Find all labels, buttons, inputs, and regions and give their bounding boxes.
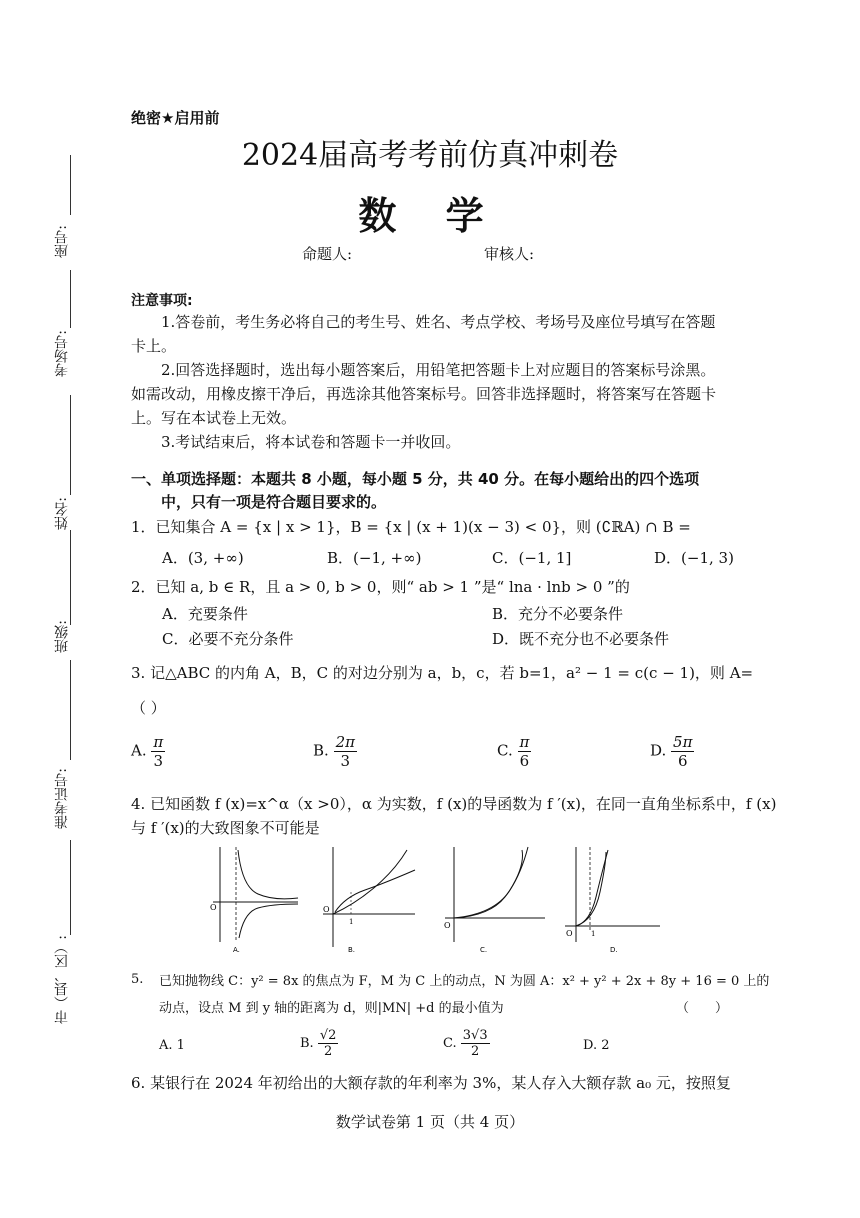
question-5-line1: 已知抛物线 C：y² = 8x 的焦点为 F，M 为 C 上的动点，N 为圆 A：x² + y² + 2x + 8y + 16 = 0 上的	[159, 974, 770, 989]
q5-option-a: A. 1	[159, 1038, 185, 1053]
name-label: 姓名:	[54, 497, 70, 530]
q1-option-c: C．(−1, 1]	[492, 549, 572, 567]
q2-option-c: C．必要不充分条件	[162, 630, 294, 648]
q5-option-d: D. 2	[583, 1038, 610, 1053]
svg-text:O: O	[444, 921, 451, 930]
question-3-stem: 3. 记△ABC 的内角 A，B，C 的对边分别为 a，b，c，若 b=1，a² − 1 = c(c − 1)，则 A=	[131, 664, 754, 682]
question-2-stem: 2．已知 a, b ∈ R，且 a > 0, b > 0，则“ ab > 1 ”是“ lna · lnb > 0 ”的	[131, 578, 630, 596]
note-item: 2.回答选择题时，选出每小题答案后，用铅笔把答题卡上对应题目的答案标号涂黑。如需改动，用橡皮擦干净后，再选涂其他答案标号。回答非选择题时，将答案写在答题卡上。写在本试卷上无效。	[131, 361, 717, 427]
svg-text:1: 1	[349, 918, 354, 926]
sidebar-line	[70, 840, 71, 935]
question-4-line1: 4. 已知函数 f (x)=x^α（x >0），α 为实数，f (x)的导函数为 f ′(x)，在同一直角坐标系中，f (x)	[131, 795, 777, 813]
q2-option-b: B．充分不必要条件	[492, 605, 624, 623]
q3-option-b: B. $\frac{2\pi}{3}$	[313, 733, 355, 770]
q2-option-a: A．充要条件	[162, 605, 248, 623]
svg-text:O: O	[323, 905, 330, 914]
question-4-line2: 与 f ′(x)的大致图象不可能是	[131, 819, 320, 837]
q1-option-a: A．(3, +∞)	[162, 549, 244, 567]
confidential-mark: 绝密★启用前	[131, 109, 220, 127]
exam-id-label: 准考证号:	[54, 768, 70, 829]
graph-label-c: C.	[480, 946, 488, 954]
notes-heading: 注意事项:	[131, 293, 193, 309]
q1-option-b: B．(−1, +∞)	[327, 549, 422, 567]
q5-option-b: B. $\frac{√2}{2}$	[300, 1028, 337, 1059]
q1-option-d: D．(−1, 3)	[654, 549, 734, 567]
q3-answer-blank: （ ）	[131, 699, 166, 717]
exam-room-label: 考场号:	[54, 330, 70, 377]
svg-text:O: O	[566, 929, 573, 938]
exam-title: 2024届高考考前仿真冲刺卷	[241, 138, 619, 173]
page-footer: 数学试卷第 1 页（共 4 页）	[335, 1113, 525, 1131]
graph-d	[560, 842, 670, 954]
graph-label-a: A.	[233, 946, 240, 954]
sidebar-line	[70, 660, 71, 760]
seat-label: 座号:	[54, 225, 70, 258]
section-heading: 一、单项选择题：本题共 8 小题，每小题 5 分，共 40 分。在每小题给出的四个选项	[131, 470, 700, 488]
author-label: 命题人:	[302, 245, 353, 263]
sidebar-line	[70, 270, 71, 328]
q5-option-c: C. $\frac{3√3}{2}$	[443, 1028, 488, 1059]
question-5-line2: 动点，设点 M 到 y 轴的距离为 d，则|MN| +d 的最小值为	[159, 1001, 504, 1016]
graph-c	[440, 842, 550, 954]
graph-label-b: B.	[348, 946, 356, 954]
sidebar-line	[70, 530, 71, 625]
graph-b	[315, 842, 425, 954]
section-heading-cont: 中，只有一项是符合题目要求的。	[161, 493, 387, 511]
q3-option-a: A. $\frac{\pi}{3}$	[131, 733, 164, 770]
q3-option-d: D. $\frac{5\pi}{6}$	[650, 733, 693, 770]
graph-label-d: D.	[610, 946, 618, 954]
note-item: 3.考试结束后，将本试卷和答题卡一并收回。	[161, 433, 461, 451]
question-1-stem: 1．已知集合 A = {x | x > 1}，B = {x | (x + 1)(x − 3) < 0}，则 (∁ℝA) ∩ B =	[131, 518, 691, 536]
district-label: 市（县、区）:	[54, 935, 70, 1024]
svg-text:1: 1	[591, 930, 596, 938]
svg-text:O: O	[210, 903, 217, 912]
q5-answer-blank: （ ）	[676, 1001, 729, 1016]
q3-option-c: C. $\frac{\pi}{6}$	[497, 733, 530, 770]
question-5-number: 5.	[131, 972, 144, 987]
graph-a	[198, 842, 308, 954]
sidebar-line	[70, 395, 71, 495]
q2-option-d: D．既不充分也不必要条件	[492, 630, 670, 648]
reviewer-label: 审核人:	[484, 245, 535, 263]
class-label: 班级:	[54, 620, 70, 653]
question-6-line1: 6. 某银行在 2024 年初给出的大额存款的年利率为 3%，某人存入大额存款 a₀ 元，按照复	[131, 1074, 731, 1092]
note-item: 1.答卷前，考生务必将自己的考生号、姓名、考点学校、考场号及座位号填写在答题卡上。	[131, 313, 716, 355]
subject-title: 数 学	[358, 194, 502, 238]
